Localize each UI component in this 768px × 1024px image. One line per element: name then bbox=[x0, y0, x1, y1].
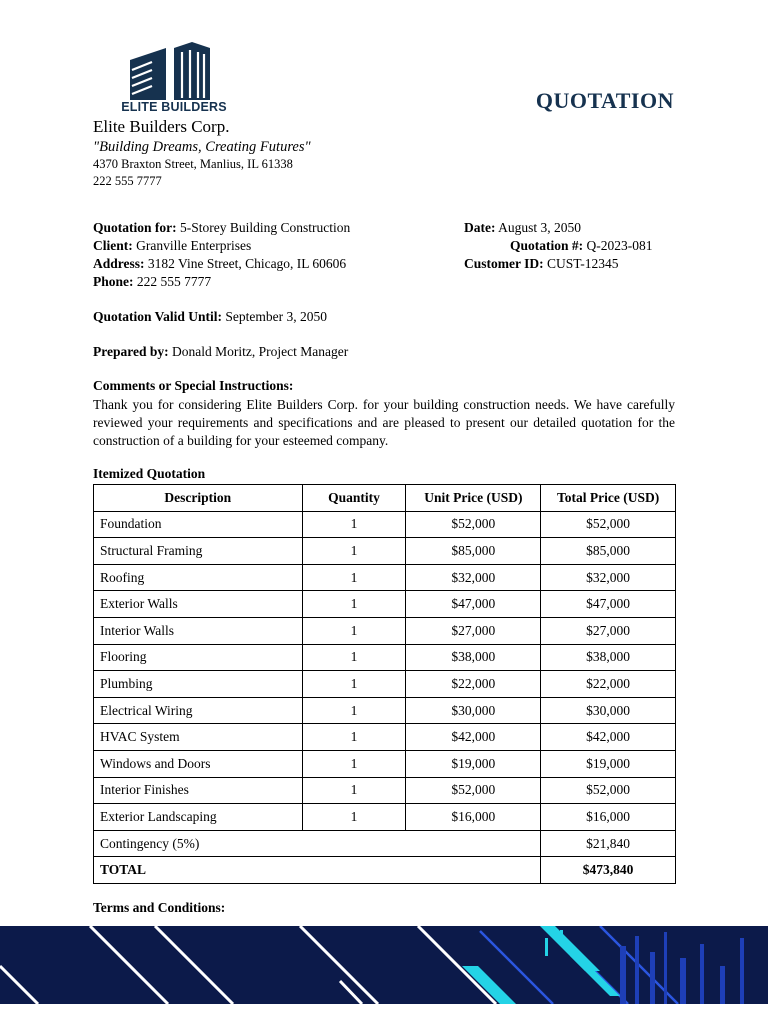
item-description: Foundation bbox=[94, 511, 303, 538]
item-total-price: $30,000 bbox=[541, 697, 676, 724]
contingency-row bbox=[94, 830, 676, 857]
comments-heading: Comments or Special Instructions: bbox=[93, 378, 294, 393]
valid-until-label: Quotation Valid Until: bbox=[93, 309, 223, 324]
item-unit-price: $22,000 bbox=[406, 671, 541, 698]
table-row bbox=[94, 538, 676, 565]
item-total-price: $42,000 bbox=[541, 724, 676, 751]
quotation-for-label: Quotation for: bbox=[93, 220, 177, 235]
item-total-price: $85,000 bbox=[541, 538, 676, 565]
item-description: HVAC System bbox=[94, 724, 303, 751]
prepared-by bbox=[93, 343, 348, 361]
footer-decoration bbox=[0, 926, 768, 1004]
item-description: Roofing bbox=[94, 564, 303, 591]
comments-text: Thank you for considering Elite Builders Corp. for your building construction needs. We have carefully reviewed your requirements and specifications and are pleased to present our detailed quotation for the construction of a building for your esteemed company. bbox=[93, 397, 675, 448]
item-quantity: 1 bbox=[302, 591, 406, 618]
table-row bbox=[94, 617, 676, 644]
item-total-price: $19,000 bbox=[541, 750, 676, 777]
item-description: Structural Framing bbox=[94, 538, 303, 565]
logo-wordmark: ELITE BUILDERS bbox=[121, 100, 227, 114]
table-row bbox=[94, 697, 676, 724]
item-description: Exterior Walls bbox=[94, 591, 303, 618]
item-unit-price: $27,000 bbox=[406, 617, 541, 644]
quotation-number bbox=[510, 237, 653, 255]
item-description: Interior Walls bbox=[94, 617, 303, 644]
contingency-value: $21,840 bbox=[541, 830, 676, 857]
prepared-by-value: Donald Moritz, Project Manager bbox=[172, 344, 349, 359]
company-name: Elite Builders Corp. bbox=[93, 117, 230, 136]
item-description: Windows and Doors bbox=[94, 750, 303, 777]
total-label: TOTAL bbox=[94, 857, 541, 884]
table-row bbox=[94, 511, 676, 538]
client-address bbox=[93, 255, 346, 273]
itemized-table bbox=[93, 484, 676, 884]
item-unit-price: $16,000 bbox=[406, 804, 541, 831]
total-value: $473,840 bbox=[541, 857, 676, 884]
item-quantity: 1 bbox=[302, 511, 406, 538]
column-header: Total Price (USD) bbox=[541, 485, 676, 512]
date-value: August 3, 2050 bbox=[498, 220, 582, 235]
item-unit-price: $52,000 bbox=[406, 511, 541, 538]
table-row bbox=[94, 564, 676, 591]
client-phone bbox=[93, 273, 211, 291]
item-quantity: 1 bbox=[302, 750, 406, 777]
item-total-price: $47,000 bbox=[541, 591, 676, 618]
item-unit-price: $19,000 bbox=[406, 750, 541, 777]
table-row bbox=[94, 724, 676, 751]
item-total-price: $22,000 bbox=[541, 671, 676, 698]
table-row bbox=[94, 644, 676, 671]
company-address: 4370 Braxton Street, Manlius, IL 61338 bbox=[93, 157, 293, 171]
item-unit-price: $42,000 bbox=[406, 724, 541, 751]
quote-date bbox=[464, 219, 581, 237]
total-row bbox=[94, 857, 676, 884]
address-value: 3182 Vine Street, Chicago, IL 60606 bbox=[147, 256, 347, 271]
item-description: Exterior Landscaping bbox=[94, 804, 303, 831]
item-total-price: $52,000 bbox=[541, 777, 676, 804]
item-unit-price: $32,000 bbox=[406, 564, 541, 591]
quotation-number-value: Q-2023-081 bbox=[586, 238, 653, 253]
table-row bbox=[94, 591, 676, 618]
table-row bbox=[94, 804, 676, 831]
address-label: Address: bbox=[93, 256, 145, 271]
customer-id-label: Customer ID: bbox=[464, 256, 544, 271]
item-unit-price: $47,000 bbox=[406, 591, 541, 618]
phone-value: 222 555 7777 bbox=[136, 274, 212, 289]
column-header: Unit Price (USD) bbox=[406, 485, 541, 512]
quotation-for bbox=[93, 219, 350, 237]
item-total-price: $38,000 bbox=[541, 644, 676, 671]
customer-id-value: CUST-12345 bbox=[547, 256, 619, 271]
item-quantity: 1 bbox=[302, 804, 406, 831]
company-phone: 222 555 7777 bbox=[93, 174, 162, 188]
table-row bbox=[94, 750, 676, 777]
item-quantity: 1 bbox=[302, 777, 406, 804]
item-total-price: $27,000 bbox=[541, 617, 676, 644]
company-tagline: "Building Dreams, Creating Futures" bbox=[93, 139, 311, 155]
item-quantity: 1 bbox=[302, 671, 406, 698]
client-label: Client: bbox=[93, 238, 133, 253]
item-unit-price: $38,000 bbox=[406, 644, 541, 671]
column-header: Quantity bbox=[302, 485, 406, 512]
item-quantity: 1 bbox=[302, 724, 406, 751]
phone-label: Phone: bbox=[93, 274, 134, 289]
date-label: Date: bbox=[464, 220, 496, 235]
quotation-number-label: Quotation #: bbox=[510, 238, 584, 253]
table-row bbox=[94, 777, 676, 804]
item-quantity: 1 bbox=[302, 564, 406, 591]
item-description: Flooring bbox=[94, 644, 303, 671]
prepared-by-label: Prepared by: bbox=[93, 344, 169, 359]
item-total-price: $32,000 bbox=[541, 564, 676, 591]
item-description: Plumbing bbox=[94, 671, 303, 698]
client-value: Granville Enterprises bbox=[136, 238, 252, 253]
terms-heading: Terms and Conditions: bbox=[93, 900, 226, 915]
valid-until-value: September 3, 2050 bbox=[225, 309, 328, 324]
item-quantity: 1 bbox=[302, 617, 406, 644]
column-header: Description bbox=[94, 485, 303, 512]
item-total-price: $52,000 bbox=[541, 511, 676, 538]
quotation-for-value: 5-Storey Building Construction bbox=[180, 220, 351, 235]
item-unit-price: $30,000 bbox=[406, 697, 541, 724]
customer-id bbox=[464, 255, 619, 273]
document-title: QUOTATION bbox=[535, 88, 674, 113]
item-total-price: $16,000 bbox=[541, 804, 676, 831]
item-unit-price: $85,000 bbox=[406, 538, 541, 565]
item-description: Interior Finishes bbox=[94, 777, 303, 804]
item-quantity: 1 bbox=[302, 538, 406, 565]
valid-until bbox=[93, 308, 327, 326]
client bbox=[93, 237, 251, 255]
item-quantity: 1 bbox=[302, 697, 406, 724]
item-unit-price: $52,000 bbox=[406, 777, 541, 804]
contingency-label: Contingency (5%) bbox=[94, 830, 541, 857]
itemized-heading: Itemized Quotation bbox=[93, 466, 206, 481]
table-row bbox=[94, 671, 676, 698]
item-quantity: 1 bbox=[302, 644, 406, 671]
table-header-row bbox=[94, 485, 676, 512]
item-description: Electrical Wiring bbox=[94, 697, 303, 724]
